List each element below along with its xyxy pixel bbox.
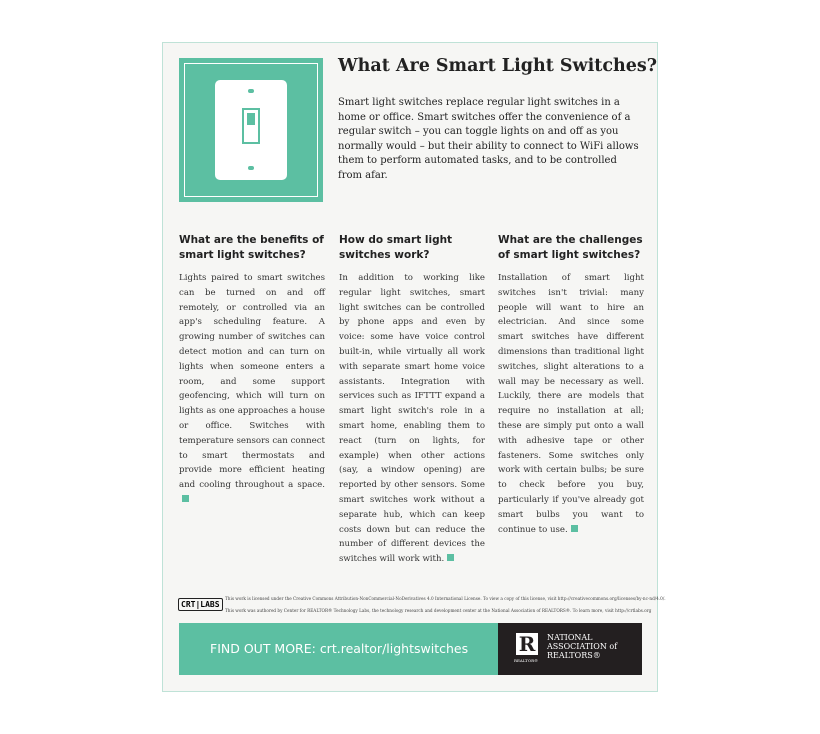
column-benefits [179, 233, 325, 508]
nar-logo [498, 623, 642, 675]
column-heading: What are the challenges of smart light switches? [498, 234, 643, 261]
end-mark-icon [182, 495, 189, 502]
column-heading: What are the benefits of smart light switches? [179, 234, 324, 261]
license-text: This work is licensed under the Creative Commons Attribution-NonCommercial-NoDerivatives 4.0 International License. To view a copy of this license, visit http://creativecommons.org/licenses/by-nc-nd/4.0/. [225, 596, 666, 601]
light-switch-illustration [179, 58, 323, 202]
end-mark-icon [447, 554, 454, 561]
flyer-page [162, 42, 666, 692]
nar-line: REALTORS® [547, 651, 601, 660]
nar-line: ASSOCIATION of [547, 642, 618, 651]
column-how-it-works [339, 233, 485, 567]
crt-labs-logo: CRT|LABS [178, 598, 223, 611]
find-out-more-link[interactable]: FIND OUT MORE: crt.realtor/lightswitches [179, 623, 498, 675]
page-title: What Are Smart Light Switches? [338, 56, 657, 76]
column-challenges [498, 233, 644, 537]
authored-text: This work was authored by Center for REALTOR® Technology Labs, the technology research and development center at the National Association of REALTORS®. To learn more, visit http://crtlabs.org [225, 608, 652, 613]
intro-paragraph: Smart light switches replace regular light switches in a home or office. Smart switches offer the convenience of a regular switch – you can toggle lights on and off as you normally would – but their ability to connect to WiFi allows them to perform automated tasks, and to be controlled from afar. [338, 97, 639, 181]
realtor-mark-label: REALTOR® [514, 658, 539, 663]
column-body: In addition to working like regular light switches, smart light switches can be controlled by phone apps and even by voice: some have voice control built-in, while virtually all work with separate smart home voice assistants. Integration with services such as IFTTT expand a smart light switch's role in a smart home, enabling them to react (turn on lights, for example) when other actions (say, a window opening) are reported by other sensors. Some smart switches work without a separate hub, which can keep costs down but can reduce the number of different devices the switches will work with. [339, 273, 485, 565]
nar-line: NATIONAL [547, 633, 593, 642]
column-body: Lights paired to smart switches can be turned on and off remotely, or controlled via an app's scheduling feature. A growing number of switches can detect motion and can turn on lights when someone enters a room, and some support geofencing, which will turn on lights as one approaches a house or office. Switches with temperature sensors can connect to smart thermostats and provide more efficient heating and cooling throughout a space. [179, 273, 325, 491]
realtor-r-icon: R [516, 633, 538, 655]
light-switch-icon [215, 80, 287, 180]
column-body: Installation of smart light switches isn't trivial: many people will want to hire an electrician. And since some smart switches have different dimensions than traditional light switches, slight alterations to a wall may be necessary as well. Luckily, there are models that require no installation at all; these are simply put onto a wall with adhesive tape or other fasteners. Some switches only work with certain bulbs; be sure to check before you buy, particularly if you've already got smart bulbs you want to continue to use. [498, 273, 644, 535]
column-heading: How do smart light switches work? [339, 234, 453, 261]
end-mark-icon [571, 525, 578, 532]
